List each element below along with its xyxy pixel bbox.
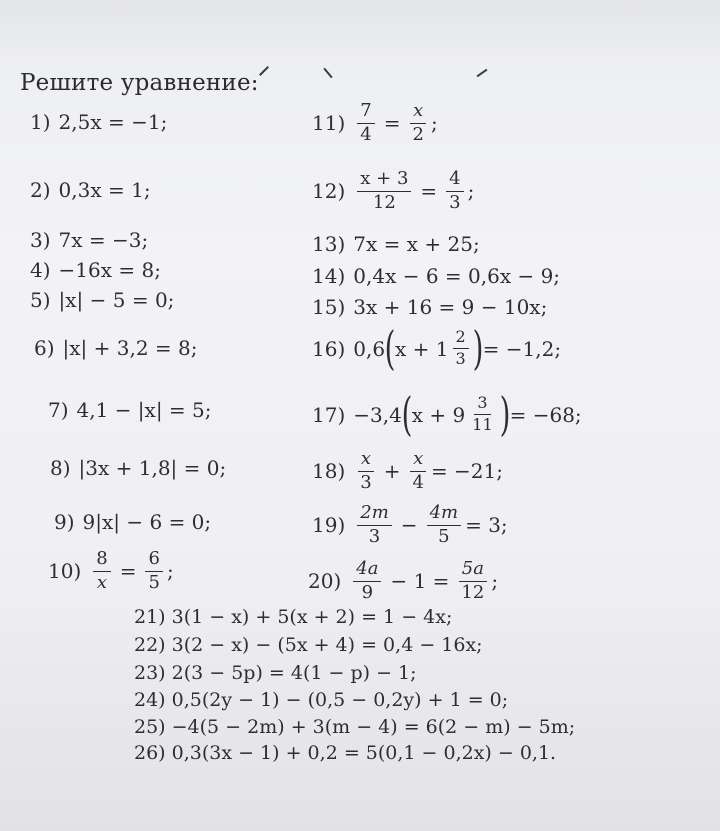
left-paren: (	[401, 387, 413, 441]
equation-number: 4)	[30, 258, 51, 282]
equation-number: 7)	[48, 398, 69, 422]
equation-26	[134, 744, 556, 763]
equation-number: 17)	[312, 402, 346, 427]
equation-7	[48, 400, 212, 420]
equation-number: 18)	[312, 459, 346, 484]
equation-text: 3x + 16 = 9 − 10x;	[353, 295, 548, 319]
equation-number: 8)	[50, 456, 71, 480]
equation-text: |3x + 1,8| = 0;	[78, 456, 227, 480]
equation-number: 11)	[312, 111, 346, 136]
equation-text: 24) 0,5(2y − 1) − (0,5 − 0,2y) + 1 = 0;	[134, 689, 509, 711]
equation-23	[134, 664, 417, 683]
equation-19: 19) $\frac{2m}{3}$ − $\frac{4m}{5}$ = 3;	[312, 502, 508, 547]
equation-number: 5)	[30, 288, 51, 312]
fraction: $\frac{8}{x}$	[93, 550, 110, 593]
fraction: $\frac{2m}{3}$	[357, 504, 392, 547]
equation-4	[30, 260, 161, 280]
equation-text: 21) 3(1 − x) + 5(x + 2) = 1 − 4x;	[134, 606, 453, 628]
equation-6	[34, 338, 198, 358]
equation-18: 18) $\frac{x}{3}$ + $\frac{x}{4}$ = −21;	[312, 448, 503, 493]
equation-1	[30, 112, 167, 132]
fraction: $\frac{x}{4}$	[409, 450, 426, 493]
equation-number: 1)	[30, 110, 51, 134]
equation-text: 4,1 − |x| = 5;	[76, 398, 212, 422]
equation-text: 7x = x + 25;	[353, 232, 480, 256]
equation-14	[312, 266, 560, 286]
equation-2	[30, 180, 151, 200]
equation-9	[54, 512, 211, 532]
fraction: $\frac{2}{3}$	[453, 329, 469, 368]
equation-text: 26) 0,3(3x − 1) + 0,2 = 5(0,1 − 0,2x) − 0,1.	[134, 742, 557, 764]
equation-3	[30, 230, 148, 250]
fraction: $\frac{3}{11}$	[472, 393, 493, 435]
equation-20: 20) $\frac{4a}{9}$ − 1 = $\frac{5a}{12}$ ;	[308, 558, 499, 603]
fraction: $\frac{x}{2}$	[409, 102, 426, 145]
fraction: $\frac{4}{3}$	[446, 170, 463, 213]
equation-text: |x| − 5 = 0;	[58, 288, 175, 312]
pencil-mark	[259, 66, 269, 76]
equation-number: 20)	[308, 569, 342, 594]
equation-5	[30, 290, 174, 310]
fraction: $\frac{6}{5}$	[145, 550, 162, 593]
equation-text: 25) −4(5 − 2m) + 3(m − 4) = 6(2 − m) − 5m;	[134, 716, 576, 738]
equation-text: 0,4x − 6 = 0,6x − 9;	[353, 264, 561, 288]
pencil-mark	[323, 68, 332, 78]
right-paren: )	[499, 387, 511, 441]
equation-11: 11) $\frac{7}{4}$ = $\frac{x}{2}$ ;	[312, 100, 438, 145]
exercise-title: Решите уравнение:	[20, 70, 259, 96]
equation-number: 15)	[312, 295, 346, 319]
equation-21	[134, 608, 452, 627]
equation-number: 2)	[30, 178, 51, 202]
equation-10: 10) $\frac{8}{x}$ = $\frac{6}{5}$ ;	[48, 548, 174, 593]
fraction: $\frac{x}{3}$	[357, 450, 374, 493]
equation-text: |x| + 3,2 = 8;	[62, 336, 198, 360]
equation-8	[50, 458, 226, 478]
equation-number: 10)	[48, 559, 82, 584]
fraction: $\frac{7}{4}$	[357, 102, 374, 145]
equation-15	[312, 297, 547, 317]
equation-text: 23) 2(3 − 5p) = 4(1 − p) − 1;	[134, 662, 417, 684]
fraction: $\frac{4a}{9}$	[353, 560, 381, 603]
fraction: $\frac{5a}{12}$	[458, 560, 487, 603]
equation-24	[134, 691, 508, 710]
equation-text: 7x = −3;	[58, 228, 149, 252]
equation-text: 22) 3(2 − x) − (5x + 4) = 0,4 − 16x;	[134, 634, 483, 656]
equation-number: 3)	[30, 228, 51, 252]
equation-text: 0,3x = 1;	[58, 178, 151, 202]
equation-text: 9|x| − 6 = 0;	[82, 510, 212, 534]
equation-text: −16x = 8;	[58, 258, 161, 282]
fraction: $\frac{x + 3}{12}$	[357, 170, 411, 213]
equation-13	[312, 234, 480, 254]
equation-number: 16)	[312, 336, 346, 361]
equation-number: 9)	[54, 510, 75, 534]
equation-text: 2,5x = −1;	[58, 110, 168, 134]
equation-12: 12) $\frac{x + 3}{12}$ = $\frac{4}{3}$ ;	[312, 168, 475, 213]
right-paren: )	[472, 321, 484, 375]
equation-number: 12)	[312, 179, 346, 204]
equation-25	[134, 718, 575, 737]
left-paren: (	[384, 321, 396, 375]
pencil-mark	[477, 69, 488, 78]
equation-16: 16) 0,6 ( x + 1 $\frac{2}{3}$ ) = −1,2;	[312, 321, 562, 375]
equation-number: 6)	[34, 336, 55, 360]
equation-number: 13)	[312, 232, 346, 256]
equation-number: 19)	[312, 513, 346, 538]
fraction: $\frac{4m}{5}$	[427, 504, 462, 547]
equation-17: 17) −3,4 ( x + 9 $\frac{3}{11}$ ) = −68;	[312, 387, 582, 441]
equation-22	[134, 636, 483, 655]
equation-number: 14)	[312, 264, 346, 288]
